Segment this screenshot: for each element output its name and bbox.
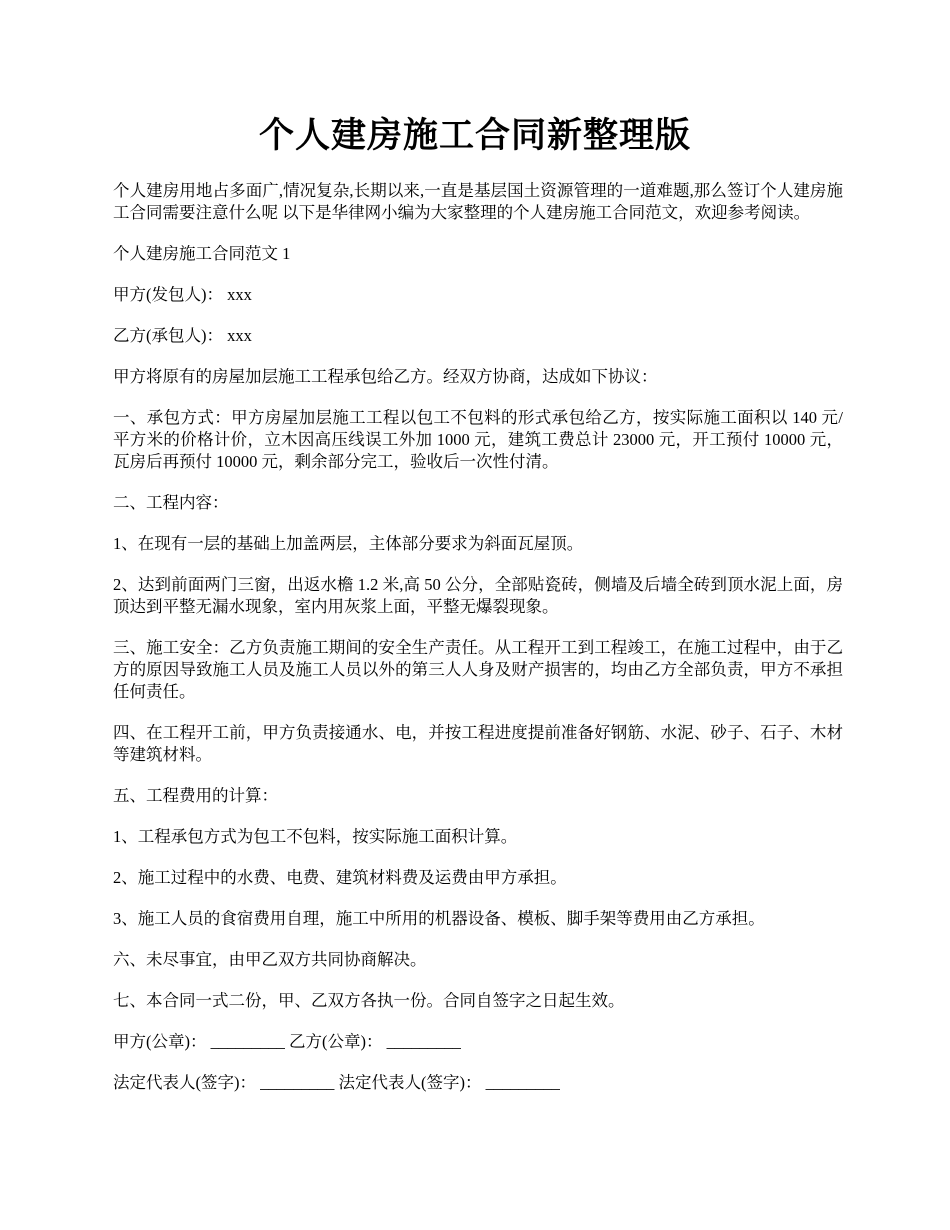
clause-item: 1、工程承包方式为包工不包料，按实际施工面积计算。 xyxy=(113,827,518,846)
clause-item: 2、达到前面两门三窗，出返水檐 1.2 米,高 50 公分，全部贴瓷砖，侧墙及后墙全砖到顶水泥上面，房顶达到平整无漏水现象，室内用灰浆上面，平整无爆裂现象。 xyxy=(113,575,843,616)
signature-seal-line: 甲方(公章)： _________ 乙方(公章)： _________ xyxy=(113,1032,461,1051)
section-heading-sample-1: 个人建房施工合同范文 1 xyxy=(113,244,291,263)
clause-item: 2、施工过程中的水费、电费、建筑材料费及运费由甲方承担。 xyxy=(113,868,567,887)
clause-cost-heading: 五、工程费用的计算： xyxy=(113,786,278,805)
agreement-intro: 甲方将原有的房屋加层施工工程承包给乙方。经双方协商，达成如下协议： xyxy=(113,367,658,386)
party-a-line: 甲方(发包人)： xxx xyxy=(113,285,252,304)
party-b-line: 乙方(承包人)： xxx xyxy=(113,326,252,345)
clause-item: 1、在现有一层的基础上加盖两层，主体部分要求为斜面瓦屋顶。 xyxy=(113,534,584,553)
clause-item: 3、施工人员的食宿费用自理，施工中所用的机器设备、模板、脚手架等费用由乙方承担。 xyxy=(113,909,765,928)
clause-construction-safety: 三、施工安全：乙方负责施工期间的安全生产责任。从工程开工到工程竣工，在施工过程中，由于乙方的原因导致施工人员及施工人员以外的第三人人身及财产损害的，均由乙方全部负责，甲方不承担任何责任。 xyxy=(113,638,843,701)
intro-paragraph: 个人建房用地占多面广,情况复杂,长期以来,一直是基层国土资源管理的一道难题,那么签订个人建房施工合同需要注意什么呢 以下是华律网小编为大家整理的个人建房施工合同范文，欢迎参考阅读。 xyxy=(113,181,843,222)
signature-representative-line: 法定代表人(签字)： _________ 法定代表人(签字)： _________ xyxy=(113,1073,560,1092)
clause-copies: 七、本合同一式二份，甲、乙双方各执一份。合同自签字之日起生效。 xyxy=(113,991,625,1010)
clause-contract-method: 一、承包方式：甲方房屋加层施工工程以包工不包料的形式承包给乙方，按实际施工面积以 140 元/平方米的价格计价，立木因高压线误工外加 1000 元，建筑工费总计 23000 元，开工预付 10000 元，瓦房后再预付 10000 元，剩余部分完工，验收后一次性付清。 xyxy=(113,408,843,471)
document-body xyxy=(113,180,843,1113)
clause-preparation: 四、在工程开工前，甲方负责接通水、电，并按工程进度提前准备好钢筋、水泥、砂子、石子、木材等建筑材料。 xyxy=(113,723,843,764)
clause-unresolved-matters: 六、未尽事宜，由甲乙双方共同协商解决。 xyxy=(113,950,427,969)
clause-project-content-heading: 二、工程内容： xyxy=(113,493,229,512)
document-title: 个人建房施工合同新整理版 xyxy=(258,116,691,155)
